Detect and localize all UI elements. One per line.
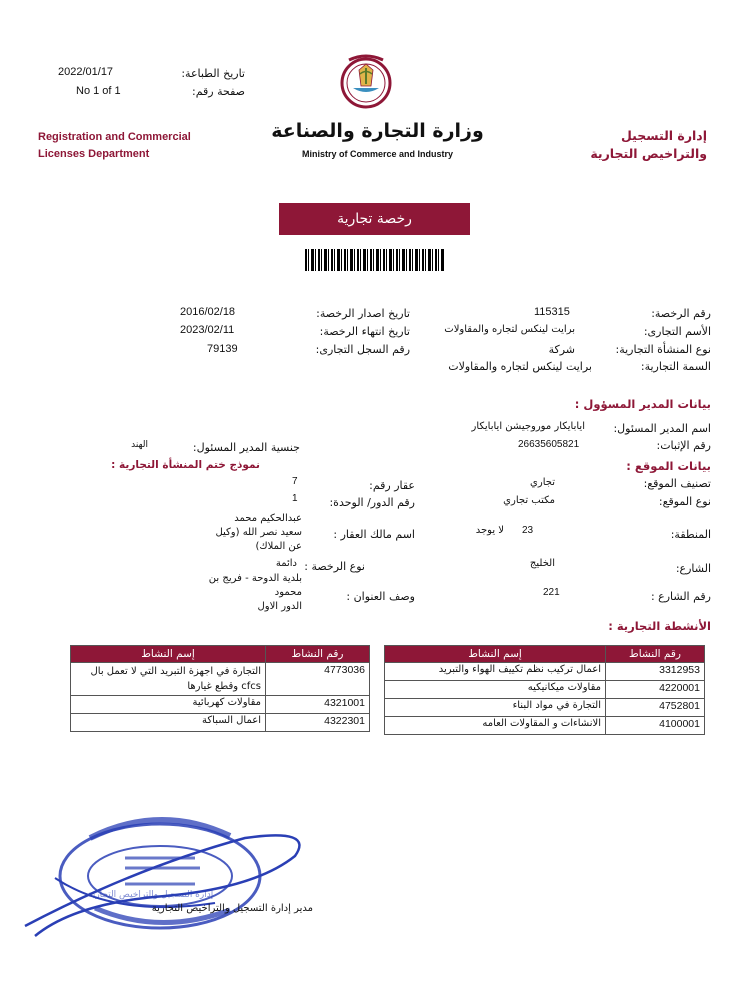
- location-type-value: مكتب تجاري: [503, 495, 555, 506]
- zone-number: 23: [522, 525, 534, 536]
- official-stamp: [15, 808, 335, 938]
- activity-name: اعمال تركيب نظم تكييف الهواء والتبريد: [385, 663, 606, 681]
- qatar-emblem: [335, 50, 397, 112]
- zone-label: المنطقة:: [670, 528, 711, 541]
- activities-table-left: [70, 645, 370, 732]
- signature-title: مدير إدارة التسجيل والتراخيص التجارية: [151, 903, 313, 914]
- address-description-label: وصف العنوان :: [346, 590, 415, 603]
- department-name-ar-line1: إدارة التسجيل: [621, 128, 707, 143]
- issue-date-value: 2016/02/18: [180, 306, 236, 318]
- activity-name: الانشاءات و المقاولات العامه: [385, 717, 606, 735]
- address-description-line3: الدور الاول: [257, 601, 302, 612]
- activity-number: 4752801: [606, 699, 705, 717]
- activity-number: 4220001: [606, 681, 705, 699]
- establishment-type-label: نوع المنشأة التجارية:: [615, 343, 711, 356]
- license-type-value: دائمة: [275, 558, 297, 569]
- manager-nationality-value: الهند: [131, 440, 148, 450]
- department-name-ar: [590, 127, 707, 163]
- manager-nationality-label: جنسية المدير المسئول:: [192, 441, 300, 454]
- location-classification-label: تصنيف الموقع:: [643, 477, 711, 490]
- activity-number: 4100001: [606, 717, 705, 735]
- activity-name: مقاولات كهربائية: [71, 696, 266, 714]
- document-title-banner: رخصة تجارية: [279, 203, 470, 235]
- manager-name-label: اسم المدير المسئول:: [613, 422, 711, 435]
- department-name-ar-line2: والتراخيص التجارية: [590, 146, 707, 161]
- property-owner-value: [215, 512, 302, 554]
- print-date-label: تاريخ الطباعة:: [181, 67, 245, 80]
- activity-name: اعمال السباكة: [71, 714, 266, 732]
- trade-name-label: الأسم التجارى:: [643, 325, 711, 338]
- street-value: الخليج: [529, 558, 555, 569]
- license-number-label: رقم الرخصة:: [651, 307, 711, 320]
- ministry-name-ar: وزارة التجارة والصناعة: [271, 120, 484, 142]
- property-owner-value-line3: عن الملاك): [255, 541, 302, 552]
- column-header-activity-number: رقم النشاط: [266, 646, 370, 663]
- department-name-en-line1: Registration and Commercial: [38, 131, 191, 143]
- manager-id-value: 26635605821: [518, 439, 580, 450]
- location-section-title: بيانات الموقع :: [626, 459, 711, 473]
- license-number-value: 115315: [534, 306, 570, 318]
- barcode: [305, 249, 445, 271]
- activities-table-right: [384, 645, 705, 735]
- activity-number: 4773036: [266, 663, 370, 696]
- license-type-label: نوع الرخصة :: [304, 560, 365, 573]
- cr-number-value: 79139: [207, 343, 238, 355]
- column-header-activity-number: رقم النشاط: [606, 646, 705, 663]
- stamp-model-title: نموذج ختم المنشأة التجارية :: [111, 459, 260, 471]
- table-row: [385, 699, 705, 717]
- property-owner-value-line2: سعيد نصر الله (وكيل: [215, 527, 302, 538]
- table-row: [71, 696, 370, 714]
- manager-id-label: رقم الإثبات:: [656, 439, 711, 452]
- street-number-value: 221: [543, 587, 560, 598]
- trade-brand-label: السمة التجارية:: [640, 360, 711, 373]
- manager-name-value: ايابايكار موروجيشن ايابايكار: [471, 421, 585, 432]
- table-row: [385, 681, 705, 699]
- activities-table-right-header: [385, 646, 705, 663]
- department-name-en-line2: Licenses Department: [38, 148, 150, 160]
- trade-name-value: برايت لينكس لتجاره والمقاولات: [444, 324, 575, 335]
- ministry-name-en: Ministry of Commerce and Industry: [301, 149, 454, 159]
- print-date-value: 2022/01/17: [58, 66, 114, 78]
- property-number-label: عقار رقم:: [369, 479, 415, 492]
- property-number-value: 7: [292, 476, 298, 487]
- floor-unit-label: رقم الدور/ الوحدة:: [329, 496, 415, 509]
- activity-name: مقاولات ميكانيكيه: [385, 681, 606, 699]
- activity-number: 3312953: [606, 663, 705, 681]
- property-owner-label: اسم مالك العقار :: [333, 528, 415, 541]
- zone-value: لا يوجد: [475, 525, 504, 536]
- cr-number-label: رقم السجل التجارى:: [315, 343, 410, 356]
- trade-brand-value: برايت لينكس لتجاره والمقاولات: [448, 360, 592, 373]
- column-header-activity-name: إسم النشاط: [71, 646, 266, 663]
- page-number-label: صفحة رقم:: [192, 85, 245, 98]
- activities-section-title: الأنشطة التجارية :: [608, 619, 711, 633]
- issue-date-label: تاريخ اصدار الرخصة:: [316, 307, 410, 320]
- manager-section-title: بيانات المدير المسؤول :: [574, 397, 711, 411]
- activity-name: التجارة في اجهزة التبريد التي لا تعمل بال cfcs وقطع غيارها: [71, 663, 266, 696]
- column-header-activity-name: إسم النشاط: [385, 646, 606, 663]
- location-type-label: نوع الموقع:: [658, 495, 711, 508]
- table-row: [71, 714, 370, 732]
- table-row: [71, 663, 370, 696]
- stamp-text-middle: إدارة التسجيل والتراخيص التجارية: [88, 890, 214, 900]
- expiry-date-value: 2023/02/11: [180, 324, 235, 336]
- address-description-value: [209, 572, 302, 614]
- activity-number: 4321001: [266, 696, 370, 714]
- establishment-type-value: شركة: [548, 343, 575, 356]
- activities-table-left-header: [71, 646, 370, 663]
- property-owner-value-line1: عبدالحكيم محمد: [234, 513, 302, 524]
- expiry-date-label: تاريخ انتهاء الرخصة:: [319, 325, 410, 338]
- activity-number: 4322301: [266, 714, 370, 732]
- location-classification-value: تجاري: [530, 477, 555, 488]
- activity-name: التجارة في مواد البناء: [385, 699, 606, 717]
- address-description-line2: محمود: [274, 587, 302, 598]
- address-description-line1: بلدية الدوحة - فريج بن: [208, 573, 302, 584]
- street-label: الشارع:: [675, 562, 711, 575]
- floor-unit-value: 1: [292, 493, 298, 504]
- page-number-value: No 1 of 1: [76, 85, 121, 97]
- street-number-label: رقم الشارع :: [650, 590, 711, 603]
- table-row: [385, 717, 705, 735]
- table-row: [385, 663, 705, 681]
